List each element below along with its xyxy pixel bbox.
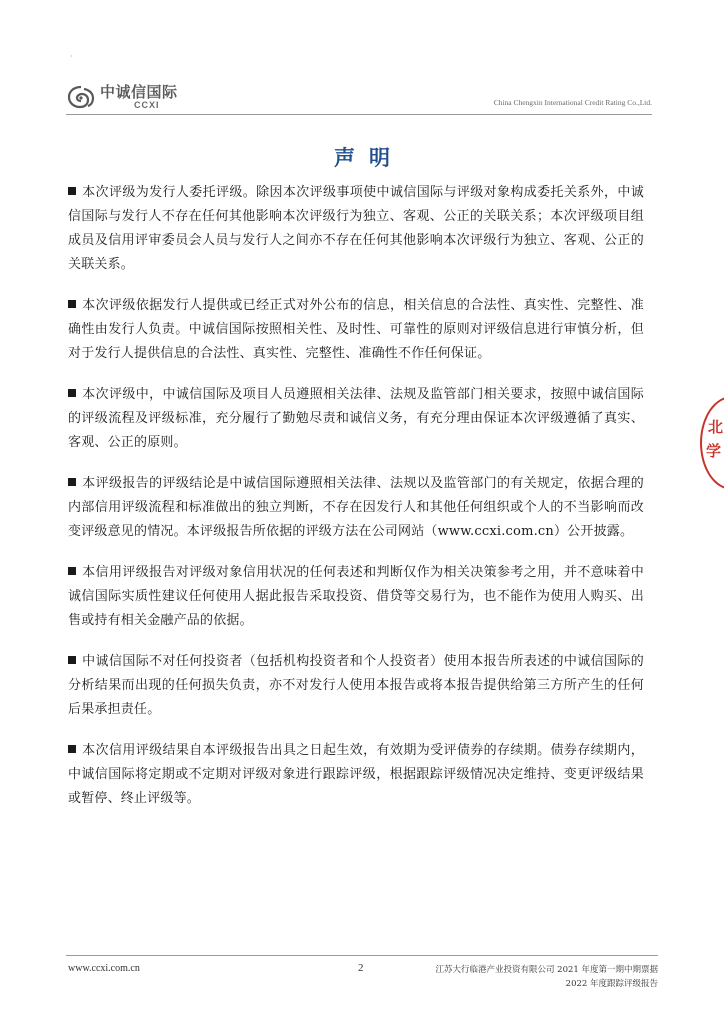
company-seal-stamp bbox=[700, 396, 724, 490]
statement-paragraph bbox=[68, 561, 644, 633]
company-english-name: China Chengxin International Credit Rating Co.,Ltd. bbox=[493, 98, 652, 107]
page-number: 2 bbox=[358, 962, 364, 974]
square-bullet-icon bbox=[68, 389, 76, 397]
page-mark: · bbox=[70, 52, 73, 61]
statement-text: 本次评级为发行人委托评级。除因本次评级事项使中诚信国际与评级对象构成委托关系外，中诚信国际与发行人不存在任何其他影响本次评级行为独立、客观、公正的关联关系；本次评级项目组成员及信用评审委员会人员与发行人之间亦不存在任何其他影响本次评级行为独立、客观、公正的关联关系。 bbox=[68, 185, 644, 272]
page-header bbox=[66, 82, 652, 112]
statement-paragraph bbox=[68, 294, 644, 366]
footer-report-line2: 2022 年度跟踪评级报告 bbox=[565, 979, 658, 989]
statement-body bbox=[68, 181, 644, 828]
statement-text: 本次评级中，中诚信国际及项目人员遵照相关法律、法规及监管部门相关要求，按照中诚信国际的评级流程及评级标准，充分履行了勤勉尽责和诚信义务，有充分理由保证本次评级遵循了真实、客观、公正的原则。 bbox=[68, 387, 644, 450]
ccxi-logo bbox=[66, 82, 178, 112]
statement-text: 本次评级依据发行人提供或已经正式对外公布的信息，相关信息的合法性、真实性、完整性、准确性由发行人负责。中诚信国际按照相关性、及时性、可靠性的原则对评级信息进行审慎分析，但对于发行人提供信息的合法性、真实性、完整性、准确性不作任何保证。 bbox=[68, 298, 644, 361]
footer-website: www.ccxi.com.cn bbox=[68, 963, 140, 974]
statement-paragraph bbox=[68, 472, 644, 544]
logo-chinese-name: 中诚信国际 bbox=[100, 82, 178, 101]
square-bullet-icon bbox=[68, 567, 76, 575]
footer-report-name bbox=[435, 963, 658, 991]
statement-paragraph bbox=[68, 383, 644, 455]
stamp-char: 北 bbox=[708, 418, 724, 436]
statement-paragraph bbox=[68, 739, 644, 811]
logo-english-abbr: CCXI bbox=[134, 99, 160, 110]
stamp-char: 学 bbox=[706, 442, 722, 460]
square-bullet-icon bbox=[68, 478, 76, 486]
square-bullet-icon bbox=[68, 300, 76, 308]
footer-report-line1: 江苏大行临港产业投资有限公司 2021 年度第一期中期票据 bbox=[435, 965, 658, 975]
statement-text: 本次信用评级结果自本评级报告出具之日起生效，有效期为受评债券的存续期。债券存续期内，中诚信国际将定期或不定期对评级对象进行跟踪评级，根据跟踪评级情况决定维持、变更评级结果或暂停、终止评级等。 bbox=[68, 743, 644, 806]
ccxi-logo-icon bbox=[66, 84, 96, 110]
statement-text: 本评级报告的评级结论是中诚信国际遵照相关法律、法规以及监管部门的有关规定，依据合理的内部信用评级流程和标准做出的独立判断，不存在因发行人和其他任何组织或个人的不当影响而改变评级意见的情况。本评级报告所依据的评级方法在公司网站（www.ccxi.com.cn）公开披露。 bbox=[68, 476, 644, 539]
square-bullet-icon bbox=[68, 745, 76, 753]
square-bullet-icon bbox=[68, 187, 76, 195]
statement-text: 中诚信国际不对任何投资者（包括机构投资者和个人投资者）使用本报告所表述的中诚信国际的分析结果而出现的任何损失负责，亦不对发行人使用本报告或将本报告提供给第三方所产生的任何后果承担责任。 bbox=[68, 654, 644, 717]
statement-text: 本信用评级报告对评级对象信用状况的任何表述和判断仅作为相关决策参考之用，并不意味着中诚信国际实质性建议任何使用人据此报告采取投资、借贷等交易行为，也不能作为使用人购买、出售或持有相关金融产品的依据。 bbox=[68, 565, 644, 628]
square-bullet-icon bbox=[68, 656, 76, 664]
page-title: 声明 bbox=[334, 146, 404, 170]
header-divider bbox=[66, 114, 652, 115]
statement-paragraph bbox=[68, 181, 644, 277]
statement-paragraph bbox=[68, 650, 644, 722]
footer-divider bbox=[66, 955, 658, 956]
